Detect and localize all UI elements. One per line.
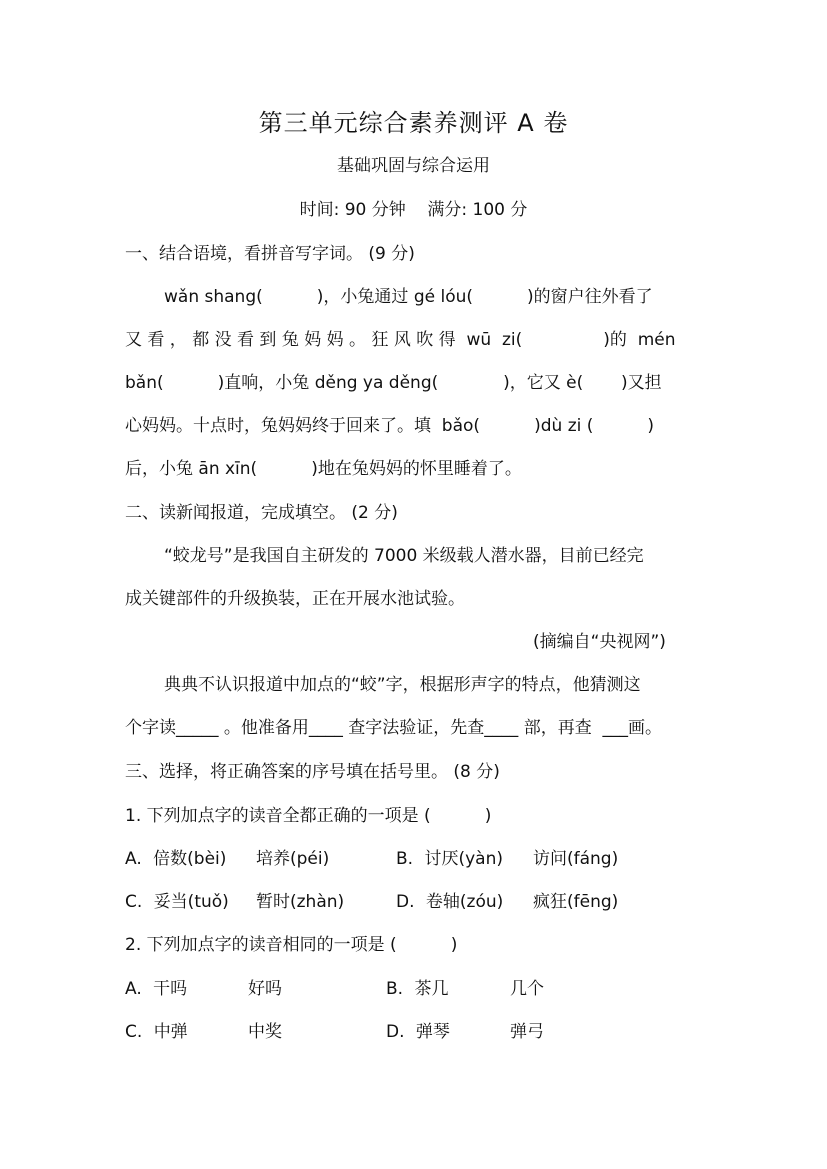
option-word-1: 干吗	[153, 979, 188, 999]
section2-heading: 二、读新闻报道，完成填空。 (2 分)	[125, 503, 398, 523]
q2-option-b	[386, 977, 544, 1001]
option-label: B.	[396, 849, 414, 869]
option-label: C.	[125, 1022, 143, 1042]
section3-heading: 三、选择，将正确答案的序号填在括号里。 (8 分)	[125, 762, 500, 782]
option-word-2: 疯狂(fēng)	[533, 892, 619, 912]
q1-option-d	[396, 890, 619, 914]
time-info: 时间: 90 分钟 满分: 100 分	[299, 200, 528, 220]
option-label: C.	[125, 892, 143, 912]
section1-line-2: 又 看 ， 都 没 看 到 兔 妈 妈 。 狂 风 吹 得 wū zi( )的 mén	[125, 330, 676, 350]
news-source: (摘编自“央视网”)	[533, 632, 666, 652]
q2-option-a	[125, 977, 282, 1001]
news-line-1: “蛟龙号”是我国自主研发的 7000 米级载人潜水器，目前已经完	[164, 546, 644, 566]
q1-option-b	[396, 847, 619, 871]
section1-line-4: 心妈妈。十点时，兔妈妈终于回来了。填 bǎo( )dù zi ( )	[125, 416, 655, 436]
q1-stem: 1. 下列加点字的读音全都正确的一项是 ( )	[125, 806, 492, 826]
option-word-1: 妥当(tuǒ)	[153, 892, 229, 912]
option-word-1: 卷轴(zóu)	[425, 892, 504, 912]
option-word-1: 弹琴	[415, 1022, 450, 1042]
section1-line-5: 后，小兔 ān xīn( )地在兔妈妈的怀里睡着了。	[125, 459, 522, 479]
option-label: A.	[125, 849, 142, 869]
section1-line-1: wǎn shang( )，小兔通过 gé lóu( )的窗户往外看了	[164, 287, 653, 307]
option-label: D.	[396, 892, 415, 912]
option-word-2: 访问(fáng)	[533, 849, 619, 869]
option-word-2: 暂时(zhàn)	[256, 892, 345, 912]
option-word-2: 几个	[510, 979, 544, 999]
question-line-2: 个字读_____ 。他准备用____ 查字法验证，先查____ 部，再查 ___画。	[125, 718, 663, 738]
option-word-1: 茶几	[414, 979, 449, 999]
q1-option-a	[125, 847, 330, 871]
question-line-1: 典典不认识报道中加点的“蛟”字，根据形声字的特点，他猜测这	[164, 675, 641, 695]
q2-option-c	[125, 1020, 282, 1044]
option-label: A.	[125, 979, 142, 999]
page-subtitle: 基础巩固与综合运用	[337, 156, 490, 176]
option-word-2: 好吗	[248, 979, 282, 999]
option-label: D.	[386, 1022, 405, 1042]
option-label: B.	[386, 979, 404, 999]
option-word-2: 培养(péi)	[256, 849, 330, 869]
option-word-1: 倍数(bèi)	[153, 849, 227, 869]
option-word-2: 中奖	[248, 1022, 282, 1042]
news-line-2: 成关键部件的升级换装，正在开展水池试验。	[125, 589, 465, 609]
q1-option-c	[125, 890, 345, 914]
q2-stem: 2. 下列加点字的读音相同的一项是 ( )	[125, 935, 458, 955]
option-word-1: 讨厌(yàn)	[424, 849, 504, 869]
section1-line-3: bǎn( )直响，小兔 děng ya děng( )，它又 è( )又担	[125, 373, 662, 393]
section1-heading: 一、结合语境，看拼音写字词。 (9 分)	[125, 244, 415, 264]
q2-option-d	[386, 1020, 544, 1044]
page-title: 第三单元综合素养测评 A 卷	[258, 109, 569, 137]
option-word-2: 弹弓	[510, 1022, 544, 1042]
option-word-1: 中弹	[153, 1022, 188, 1042]
